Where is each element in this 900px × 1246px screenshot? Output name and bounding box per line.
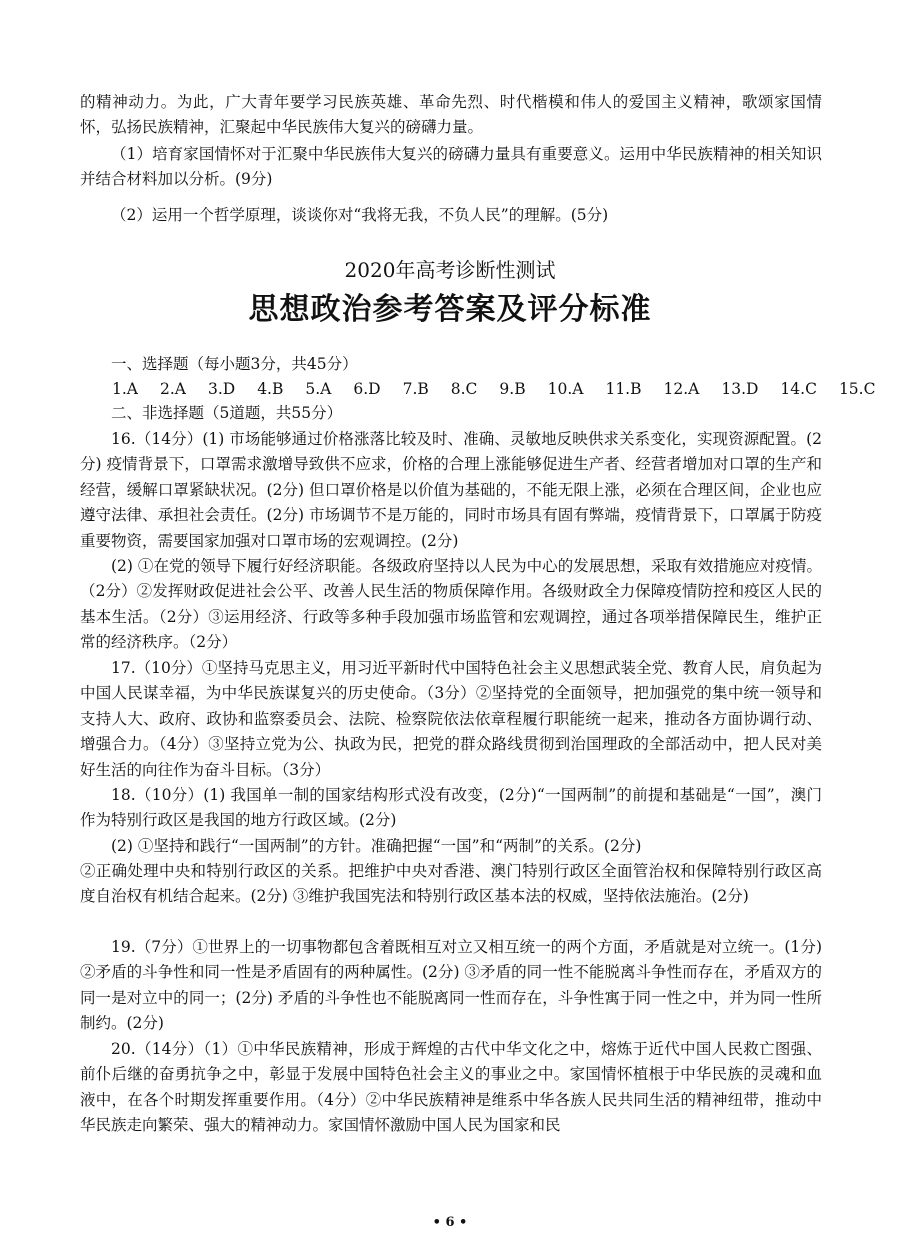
question-1: （1）培育家国情怀对于汇聚中华民族伟大复兴的磅礴力量具有重要意义。运用中华民族精神的相关知识并结合材料加以分析。(9分) [80,145,822,189]
mc-answer: 13.D [721,380,759,398]
mc-answer: 6.D [353,380,381,398]
mc-answer: 10.A [547,380,584,398]
mc-answer: 3.D [207,380,236,398]
mc-answer: 11.B [605,380,642,398]
answer-18-part-2: (2) ①坚持和践行“一国两制”的方针。准确把握“一国”和“两制”的关系。(2分) [111,837,642,855]
mc-answer: 4.B [257,380,284,398]
answer-16-part-2: (2) ①在党的领导下履行好经济职能。各级政府坚持以人民为中心的发展思想，采取有效措施应对疫情。（2分）②发挥财政促进社会公平、改善人民生活的物质保障作用。各级财政全力保障疫情防控和疫区人民的基本生活。（2分）③运用经济、行政等多种手段加强市场监管和宏观调控，通过各项举措保障民生，维护正常的经济秩序。（2分） [80,557,822,652]
section-2-heading: 二、非选择题（5道题，共55分） [111,404,343,422]
mc-answer: 5.A [305,380,332,398]
mc-answer: 14.C [780,380,817,398]
mc-answer: 15.C [838,380,876,398]
mc-answer: 12.A [663,380,700,398]
title-line-1: 2020年高考诊断性测试 [344,258,556,282]
mc-answer: 7.B [402,380,429,398]
answer-18-part-1: 18.（10分）(1) 我国单一制的国家结构形式没有改变，(2分)“一国两制”的前提和基础是“一国”，澳门作为特别行政区是我国的地方行政区域。(2分) [80,786,822,830]
answer-18-part-3: ②正确处理中央和特别行政区的关系。把维护中央对香港、澳门特别行政区全面管治权和保障特别行政区高度自治权有机结合起来。(2分) ③维护我国宪法和特别行政区基本法的权威，坚持依法施治。(2分) [80,862,822,906]
section-1-heading: 一、选择题（每小题3分，共45分） [111,355,358,373]
page-title: 思想政治参考答案及评分标准 [248,292,652,327]
continued-paragraph: 的精神动力。为此，广大青年要学习民族英雄、革命先烈、时代楷模和伟人的爱国主义精神，歌颂家国情怀，弘扬民族精神，汇聚起中华民族伟大复兴的磅礴力量。 [80,93,822,137]
answer-17: 17.（10分）①坚持马克思主义，用习近平新时代中国特色社会主义思想武装全党、教育人民，肩负起为中国人民谋幸福，为中华民族谋复兴的历史使命。（3分）②坚持党的全面领导，把加强党的集中统一领导和支持人大、政府、政协和监察委员会、法院、检察院依法依章程履行职能统一起来，推动各方面协调行动、增强合力。（4分）③坚持立党为公、执政为民，把党的群众路线贯彻到治国理政的全部活动中，把人民对美好生活的向往作为奋斗目标。（3分） [80,659,822,779]
answer-20: 20.（14分）（1）①中华民族精神，形成于辉煌的古代中华文化之中，熔炼于近代中国人民救亡图强、前仆后继的奋勇抗争之中，彰显于发展中国特色社会主义的事业之中。家国情怀植根于中华民族的灵魂和血液中，在各个时期发挥重要作用。（4分）②中华民族精神是维系中华各族人民共同生活的精神纽带，推动中华民族走向繁荣、强大的精神动力。家国情怀激励中国人民为国家和民 [80,1040,822,1135]
answer-16-part-1: 16.（14分）(1) 市场能够通过价格涨落比较及时、准确、灵敏地反映供求关系变化，实现资源配置。(2分) 疫情背景下，口罩需求激增导致供不应求，价格的合理上涨能够促进生产者、经营者增加对口罩的生产和经营，缓解口罩紧缺状况。(2分) 但口罩价格是以价值为基础的，不能无限上涨，必须在合理区间，企业也应遵守法律、承担社会责任。(2分) 市场调节不是万能的，同时市场具有固有弊端，疫情背景下，口罩属于防疫重要物资，需要国家加强对口罩市场的宏观调控。(2分) [80,430,822,550]
mc-answer: 8.C [450,380,478,398]
answer-19: 19.（7分）①世界上的一切事物都包含着既相互对立又相互统一的两个方面，矛盾就是对立统一。(1分) ②矛盾的斗争性和同一性是矛盾固有的两种属性。(2分) ③矛盾的同一性不能脱离斗争性而存在，矛盾双方的同一是对立中的同一；(2分) 矛盾的斗争性也不能脱离同一性而存在，斗争性寓于同一性之中，并为同一性所制约。(2分) [80,938,822,1033]
mc-answer: 9.B [499,380,526,398]
question-2: （2）运用一个哲学原理，谈谈你对“我将无我，不负人民”的理解。(5分) [111,206,609,224]
mc-answers [112,377,875,402]
page-number: • 6 • [432,1215,468,1230]
mc-answer: 2.A [159,380,186,398]
mc-answer: 1.A [112,380,138,398]
